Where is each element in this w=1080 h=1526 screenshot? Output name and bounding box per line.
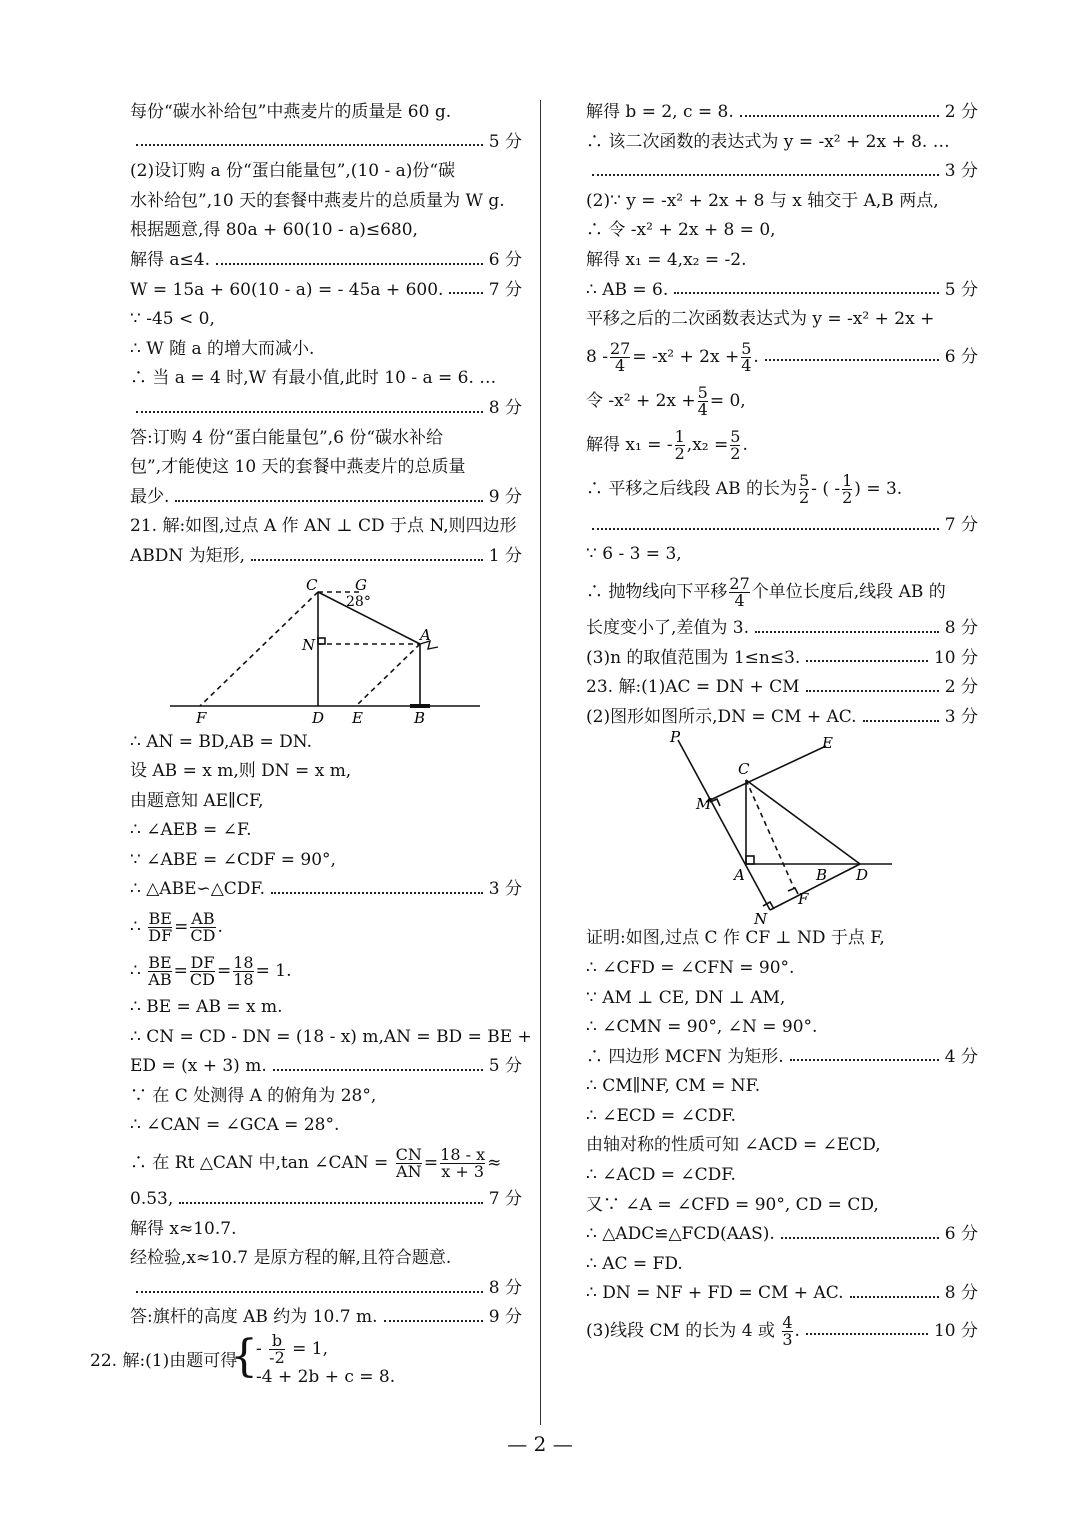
dot-leader (273, 1069, 483, 1071)
text-line (130, 1185, 522, 1215)
line-text: ∴ ∠CAN = ∠GCA = 28°. (130, 1115, 340, 1136)
text-line (130, 157, 522, 187)
dot-leader (781, 1237, 939, 1239)
dot-leader (179, 1202, 483, 1204)
line-text: ∴ 该二次函数的表达式为 y = -x² + 2x + 8. … (586, 131, 950, 152)
dot-leader (863, 720, 939, 722)
text-line (586, 1161, 978, 1191)
label-A: A (734, 866, 745, 885)
line-text: ED = (x + 3) m. (130, 1056, 267, 1077)
label-D: D (856, 866, 869, 885)
text-line (586, 984, 978, 1014)
text-line (586, 1102, 978, 1132)
angle-28: 28° (346, 593, 371, 610)
score-label: 9 分 (488, 486, 522, 507)
dot-leader (806, 660, 928, 662)
text-line (130, 335, 522, 365)
text-line (130, 305, 522, 335)
text-line (130, 98, 522, 128)
dot-leader (449, 292, 482, 294)
text-line (130, 187, 522, 217)
line-text: 包”,才能使这 10 天的套餐中燕麦片的总质量 (130, 457, 466, 478)
q22-line: 22. 解:(1)由题可得 { - $\frac{b}{-2}$ = 1, -4 + 2b + c = 8. (90, 1331, 396, 1387)
text-line (586, 246, 978, 276)
score-label: 2 分 (944, 102, 978, 122)
text-line (586, 98, 978, 128)
text-line (586, 305, 978, 335)
dot-leader (271, 892, 483, 894)
line-text: ∴ △ABE∽△CDF. (130, 879, 265, 900)
line-text: 证明:如图,过点 C 作 CF ⊥ ND 于点 F, (586, 928, 885, 949)
text-line (130, 728, 522, 758)
line-text: ∵ AM ⊥ CE, DN ⊥ AM, (586, 987, 786, 1008)
label-C: C (306, 575, 318, 594)
solution-21-part-c (130, 1185, 522, 1333)
label-G: G (355, 575, 367, 594)
line-text: ∴ ∠ACD = ∠CDF. (586, 1165, 736, 1186)
text-line (130, 1082, 522, 1112)
line-text: 解得 x₁ = 4,x₂ = -2. (586, 249, 747, 270)
text-line (130, 1274, 522, 1304)
text-line (586, 511, 978, 541)
text-line (130, 364, 522, 394)
text-line (586, 1279, 978, 1309)
score-label: 2 分 (944, 677, 978, 698)
text-line (130, 846, 522, 876)
score-label: 8 分 (944, 617, 978, 638)
line-text: 解得 a≤4. (130, 249, 211, 270)
score-label: 8 分 (488, 1277, 522, 1298)
score-label: 9 分 (488, 1307, 522, 1328)
line-text: W = 15a + 60(10 - a) = - 45a + 600. (130, 279, 444, 300)
line-text: ∴ AC = FD. (586, 1253, 683, 1274)
score-label: 7 分 (488, 279, 522, 300)
line-text: ∵ ∠ABE = ∠CDF = 90°, (130, 849, 336, 870)
line-text: ∴ 四边形 MCFN 为矩形. (586, 1046, 784, 1067)
label-F: F (196, 708, 207, 727)
label-F: F (798, 890, 809, 909)
line-text: (2)∵ y = -x² + 2x + 8 与 x 轴交于 A,B 两点, (586, 190, 939, 211)
set-zero-line: 令 -x² + 2x + $\frac{5}{4}$ = 0, (586, 382, 746, 419)
line-text: 由轴对称的性质可知 ∠ACD = ∠ECD, (586, 1135, 881, 1156)
text-line (586, 1220, 978, 1250)
score-label: 8 分 (488, 397, 522, 418)
length-line: ∴ 平移之后线段 AB 的长为 $\frac{5}{2}$ - ( - $\frac{1}{2}$ ) = 3. (586, 470, 903, 507)
line-text: 经检验,x≈10.7 是原方程的解,且符合题意. (130, 1248, 452, 1269)
label-C: C (738, 760, 750, 779)
text-line (586, 128, 978, 158)
text-line (586, 276, 978, 306)
dot-leader (790, 1059, 939, 1061)
score-label: 10 分 (933, 647, 978, 668)
line-text: ∴ AB = 6. (586, 279, 669, 300)
dot-leader (136, 411, 483, 413)
label-N: N (754, 910, 768, 929)
line-text: 23. 解:(1)AC = DN + CM (586, 677, 800, 698)
text-line (586, 1043, 978, 1073)
text-line (130, 453, 522, 483)
text-line (586, 1191, 978, 1221)
figure-23 (666, 728, 906, 929)
text-line (586, 703, 978, 733)
dot-leader (251, 559, 483, 561)
text-line (130, 757, 522, 787)
text-line (130, 394, 522, 424)
line-text: (2)设订购 a 份“蛋白能量包”,(10 - a)份“碳 (130, 161, 456, 182)
solution-21-part-a (130, 728, 522, 906)
line-text: ∵ -45 < 0, (130, 309, 215, 330)
text-line (130, 1052, 522, 1082)
line-text: 解得 b = 2, c = 8. (586, 102, 734, 122)
score-label: 8 分 (944, 1283, 978, 1304)
text-line (586, 1250, 978, 1280)
line-text: 平移之后的二次函数表达式为 y = -x² + 2x + (586, 309, 935, 330)
score-label: 7 分 (488, 1189, 522, 1210)
shift-down-line: ∴ 抛物线向下平移 $\frac{27}{4}$ 个单位长度后,线段 AB 的 (586, 573, 946, 610)
roots-line: 解得 x₁ = - $\frac{1}{2}$ ,x₂ = $\frac{5}{2}$ . (586, 426, 748, 463)
line-text: 21. 解:如图,过点 A 作 AN ⊥ CD 于点 N,则四边形 (130, 516, 517, 537)
line-text: 答:订购 4 份“蛋白能量包”,6 份“碳水补给 (130, 427, 444, 448)
line-text: ∴ 令 -x² + 2x + 8 = 0, (586, 220, 776, 241)
dot-leader (850, 1296, 939, 1298)
solution-22-23-part (586, 614, 978, 732)
line-text: ∴ ∠CMN = 90°, ∠N = 90°. (586, 1017, 818, 1038)
text-line (586, 954, 978, 984)
dot-leader (136, 144, 483, 146)
line-text: 根据题意,得 80a + 60(10 - a)≤680, (130, 220, 418, 241)
text-line (130, 512, 522, 542)
text-line (586, 157, 978, 187)
label-A: A (420, 625, 431, 644)
score-label: 3 分 (944, 706, 978, 727)
score-label: 5 分 (944, 279, 978, 300)
text-line (586, 644, 978, 674)
text-line (130, 993, 522, 1023)
score-label: 5 分 (488, 1056, 522, 1077)
line-text: ∵ 6 - 3 = 3, (586, 544, 682, 565)
text-line (130, 216, 522, 246)
dot-leader (592, 528, 939, 530)
label-D: D (312, 708, 325, 727)
score-label: 7 分 (944, 514, 978, 535)
label-E: E (822, 734, 833, 753)
score-label: 5 分 (488, 131, 522, 152)
text-line (130, 875, 522, 905)
score-label: 6 分 (488, 249, 522, 270)
shifted-expression-line: 8 - $\frac{27}{4}$ = -x² + 2x + $\frac{5}{4}$ . 6 分 (586, 338, 978, 375)
text-line (130, 787, 522, 817)
text-line (130, 246, 522, 276)
dot-leader (136, 1291, 483, 1293)
label-N: N (302, 635, 316, 654)
line-text: ∴ W 随 a 的增大而减小. (130, 338, 315, 359)
dot-leader (592, 174, 939, 176)
figure-21 (170, 575, 500, 728)
line-text: 解得 x≈10.7. (130, 1218, 237, 1239)
dot-leader (806, 690, 939, 692)
line-text: (2)图形如图所示,DN = CM + AC. (586, 706, 857, 727)
text-line (586, 673, 978, 703)
dot-leader (755, 631, 939, 633)
line-text: 每份“碳水补给包”中燕麦片的质量是 60 g. (130, 102, 452, 122)
line-text: ∴ BE = AB = x m. (130, 997, 283, 1018)
score-label: 1 分 (488, 545, 522, 566)
line-text: 长度变小了,差值为 3. (586, 617, 750, 638)
text-line (130, 1303, 522, 1333)
solution-21-part-b (130, 993, 532, 1141)
line-text: ∴ AN = BD,AB = DN. (130, 731, 312, 752)
right-column (586, 98, 978, 1353)
label-E: E (352, 708, 363, 727)
left-column (90, 98, 532, 1389)
text-line (130, 1215, 522, 1245)
label-M: M (696, 795, 712, 814)
solution-20-block (130, 98, 522, 572)
line-text: 又∵ ∠A = ∠CFD = 90°, CD = CD, (586, 1194, 879, 1215)
tan-line: ∴ 在 Rt △CAN 中,tan ∠CAN = $\frac{CN}{AN}$ = $\frac{18 - x}{x + 3}$ ≈ (130, 1145, 502, 1182)
line-text: 由题意知 AE∥CF, (130, 790, 264, 811)
dot-leader (216, 263, 483, 265)
text-line (586, 540, 978, 570)
text-line (130, 816, 522, 846)
label-P: P (670, 728, 681, 747)
line-text: ∴ ∠CFD = ∠CFN = 90°. (586, 957, 795, 978)
score-label: 3 分 (488, 879, 522, 900)
solution-22-part-a (586, 98, 978, 335)
line-text: 0.53, (130, 1189, 174, 1210)
ratio-line-1: ∴ $\frac{BE}{DF}$ = $\frac{AB}{CD}$ . (130, 909, 223, 946)
line-text: ∴ CN = CD - DN = (18 - x) m,AN = BD = BE + (130, 1026, 532, 1047)
score-label: 3 分 (944, 161, 978, 182)
label-B: B (816, 866, 828, 885)
column-divider (540, 100, 541, 1425)
proof-23 (586, 924, 978, 1309)
label-B: B (414, 708, 426, 727)
text-line (586, 614, 978, 644)
text-line (130, 542, 522, 572)
dot-leader (384, 1320, 483, 1322)
page-number: — 2 — (507, 1432, 573, 1456)
text-line (130, 128, 522, 158)
line-text: ∴ DN = NF + FD = CM + AC. (586, 1283, 844, 1304)
line-text: ∴ CM∥NF, CM = NF. (586, 1076, 761, 1097)
text-line (130, 483, 522, 513)
score-label: 4 分 (944, 1046, 978, 1067)
text-line (130, 424, 522, 454)
line-text: ∴ ∠AEB = ∠F. (130, 820, 252, 841)
text-line (130, 1111, 522, 1141)
solution-22-part-b (586, 511, 978, 570)
text-line (586, 1131, 978, 1161)
last-line: (3)线段 CM 的长为 4 或 $\frac{4}{3}$ . 10 分 (586, 1313, 978, 1350)
dot-leader (740, 115, 939, 117)
text-line (586, 924, 978, 954)
text-line (130, 1244, 522, 1274)
text-line (586, 216, 978, 246)
text-line (586, 1013, 978, 1043)
line-text: ∴ △ADC≌△FCD(AAS). (586, 1224, 775, 1245)
line-text: 水补给包”,10 天的套餐中燕麦片的总质量为 W g. (130, 190, 505, 211)
text-line (130, 1023, 532, 1053)
line-text: 设 AB = x m,则 DN = x m, (130, 761, 352, 782)
line-text: 答:旗杆的高度 AB 约为 10.7 m. (130, 1307, 378, 1328)
line-text: (3)n 的取值范围为 1≤n≤3. (586, 647, 801, 668)
text-line (130, 276, 522, 306)
ratio-line-2: ∴ $\frac{BE}{AB}$ = $\frac{DF}{CD}$ = $\frac{18}{18}$ = 1. (130, 953, 292, 990)
dot-leader (175, 500, 482, 502)
line-text: 最少. (130, 486, 170, 507)
line-text: ∴ 当 a = 4 时,W 有最小值,此时 10 - a = 6. … (130, 368, 497, 389)
line-text: ∵ 在 C 处测得 A 的俯角为 28°, (130, 1085, 377, 1106)
text-line (586, 187, 978, 217)
line-text: ∴ ∠ECD = ∠CDF. (586, 1105, 736, 1126)
score-label: 6 分 (944, 1224, 978, 1245)
dot-leader (674, 292, 939, 294)
line-text: ABDN 为矩形, (130, 545, 246, 566)
text-line (586, 1072, 978, 1102)
